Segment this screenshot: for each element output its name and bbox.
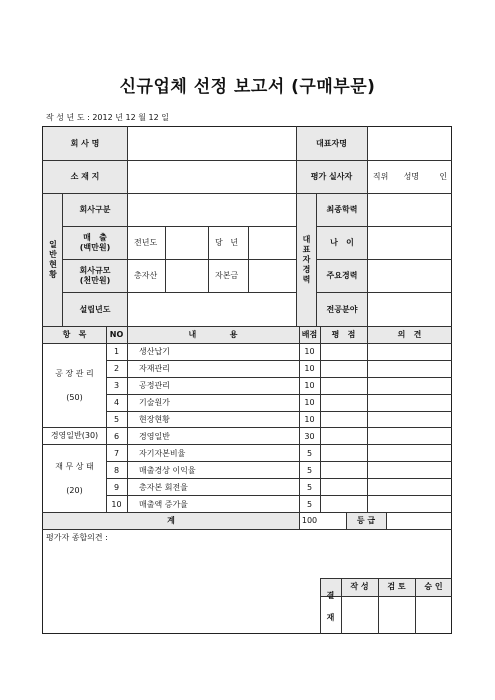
row-opinion-field[interactable]: [367, 496, 452, 513]
row-content: 기술원가: [139, 397, 170, 407]
row-content: 총자본 회전율: [139, 482, 188, 492]
group-factory-name: 공 장 관 리: [55, 369, 94, 378]
evaluator-field[interactable]: 직위 성명 인: [372, 171, 448, 181]
group-factory: [43, 343, 106, 427]
row-score: 10: [304, 346, 315, 356]
col-header-category: 항 목: [62, 329, 87, 339]
row-score: 30: [304, 431, 315, 441]
row-content: 매출액 증가율: [139, 499, 188, 509]
row-eval-field[interactable]: [320, 445, 367, 462]
row-opinion-field[interactable]: [367, 394, 452, 411]
age-field[interactable]: [368, 227, 452, 259]
approval-sign-write[interactable]: [341, 597, 378, 634]
approval-sign-review[interactable]: [378, 597, 415, 634]
comment-field[interactable]: [43, 544, 319, 633]
row-score: 10: [304, 380, 315, 390]
company-name-label: 회 사 명: [70, 138, 100, 148]
prev-year-label: 전년도: [134, 238, 158, 247]
approval-col-review: 검 토: [387, 582, 406, 591]
company-scale-label: 회사규모 (천만원): [79, 266, 111, 285]
row-eval-field[interactable]: [320, 343, 367, 360]
row-content: 매출경상 이익율: [139, 465, 196, 475]
row-no: 1: [113, 346, 120, 356]
company-type-field[interactable]: [128, 194, 296, 226]
comment-label: 평가자 종합의견 :: [46, 533, 108, 542]
general-status-label: 일반현황: [48, 240, 58, 280]
row-opinion-field[interactable]: [367, 445, 452, 462]
row-no: 10: [111, 499, 122, 509]
row-opinion-field[interactable]: [367, 462, 452, 479]
education-label: 최종학력: [326, 205, 358, 214]
group-management: 경영일반(30): [50, 430, 99, 440]
row-eval-field[interactable]: [320, 394, 367, 411]
row-score: 5: [306, 499, 313, 509]
company-name-field[interactable]: [128, 127, 296, 160]
education-field[interactable]: [368, 194, 452, 226]
capital-field[interactable]: [249, 260, 296, 292]
row-no: 6: [113, 431, 120, 441]
row-no: 5: [113, 414, 120, 424]
col-header-score: 배점: [301, 329, 318, 339]
capital-label: 자본금: [215, 271, 239, 280]
approval-label-1: 결: [326, 590, 335, 600]
row-opinion-field[interactable]: [367, 343, 452, 360]
row-no: 9: [113, 482, 120, 492]
field-field[interactable]: [368, 293, 452, 326]
row-no: 2: [113, 363, 120, 373]
row-opinion-field[interactable]: [367, 479, 452, 496]
col-header-opinion: 의 견: [397, 329, 422, 339]
evaluator-label: 평가 실사자: [310, 171, 353, 181]
approval-label: [320, 578, 341, 634]
row-no: 7: [113, 448, 120, 458]
total-assets-label: 총자산: [134, 271, 158, 280]
row-eval-field[interactable]: [320, 428, 367, 445]
address-label: 소 재 지: [70, 171, 100, 181]
approval-col-write: 작 성: [350, 582, 369, 591]
row-opinion-field[interactable]: [367, 377, 452, 394]
approval-label-2: 재: [326, 612, 335, 622]
group-finance-name: 재 무 상 태: [55, 462, 94, 471]
career-field[interactable]: [368, 260, 452, 292]
row-opinion-field[interactable]: [367, 360, 452, 377]
address-field[interactable]: [128, 160, 296, 193]
total-assets-field[interactable]: [166, 260, 208, 292]
founded-year-label: 설립년도: [79, 304, 111, 314]
row-score: 10: [304, 414, 315, 424]
approval-sign-approve[interactable]: [415, 597, 452, 634]
ceo-name-field[interactable]: [368, 127, 452, 160]
row-eval-field[interactable]: [320, 377, 367, 394]
page-title: 신규업체 선정 보고서 (구매부문): [119, 77, 376, 97]
this-year-field[interactable]: [249, 227, 296, 259]
row-score: 10: [304, 397, 315, 407]
row-content: 공정관리: [139, 380, 170, 390]
row-score: 5: [306, 448, 313, 458]
company-type-label: 회사구분: [79, 205, 111, 214]
total-score: 100: [301, 515, 318, 525]
group-finance-points: (20): [66, 486, 83, 495]
col-header-no: NO: [109, 329, 124, 339]
total-eval-field[interactable]: [320, 512, 346, 529]
row-eval-field[interactable]: [320, 479, 367, 496]
row-opinion-field[interactable]: [367, 411, 452, 428]
col-header-eval: 평 점: [331, 329, 356, 339]
founded-year-field[interactable]: [128, 293, 296, 326]
row-content: 생산납기: [139, 346, 170, 356]
ceo-career-label: 대표자경력: [302, 235, 311, 285]
row-eval-field[interactable]: [320, 496, 367, 513]
group-factory-points: (50): [66, 393, 83, 402]
row-eval-field[interactable]: [320, 411, 367, 428]
row-content: 자기자본비율: [139, 448, 186, 458]
this-year-label: 당 년: [215, 238, 239, 247]
sales-label: 매 출 (백만원): [79, 233, 111, 252]
group-finance: [43, 444, 106, 512]
row-content: 현장현황: [139, 414, 170, 424]
row-score: 5: [306, 482, 313, 492]
col-header-content: 내 용: [188, 329, 238, 339]
approval-col-approve: 승 인: [424, 582, 443, 591]
row-no: 3: [113, 380, 120, 390]
ceo-name-label: 대표자명: [316, 138, 347, 148]
row-no: 8: [113, 465, 120, 475]
row-score: 10: [304, 363, 315, 373]
row-eval-field[interactable]: [320, 360, 367, 377]
row-content: 자재관리: [139, 363, 170, 373]
grade-label: 등 급: [356, 515, 376, 525]
prev-year-field[interactable]: [166, 227, 208, 259]
row-eval-field[interactable]: [320, 462, 367, 479]
grade-field[interactable]: [386, 512, 452, 529]
career-label: 주요경력: [326, 271, 358, 280]
total-label: 계: [167, 515, 175, 525]
field-label: 전공분야: [326, 304, 358, 314]
row-content: 경영일반: [139, 431, 170, 441]
row-opinion-field[interactable]: [367, 428, 452, 445]
row-no: 4: [113, 397, 120, 407]
age-label: 나 이: [330, 238, 354, 247]
date-line: 작 성 년 도 : 2012 년 12 월 12 일: [46, 113, 169, 122]
row-score: 5: [306, 465, 313, 475]
